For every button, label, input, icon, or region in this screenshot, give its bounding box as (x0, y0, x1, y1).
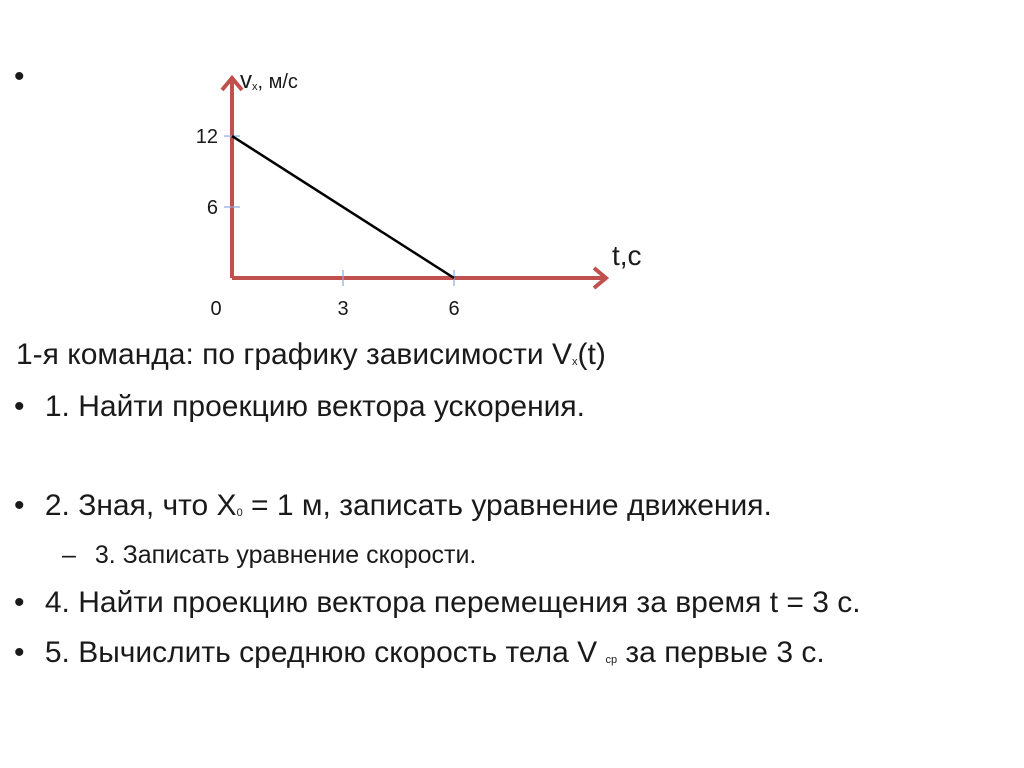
list-item-4-text: 4. Найти проекцию вектора перемещения за время t = 3 с. (44, 586, 861, 619)
list-item-2-bullet: • (14, 489, 25, 522)
list-item-2-text-after: = 1 м, записать уравнение движения. (242, 489, 772, 522)
task-heading (16, 338, 606, 372)
y-tick-label: 12 (195, 126, 218, 149)
list-item-5-bullet: • (14, 636, 25, 669)
list-item-4 (14, 586, 861, 620)
list-item-3-text: 3. Записать уравнение скорости. (94, 541, 477, 569)
list-item-4-bullet: • (14, 586, 25, 619)
list-item-3 (62, 541, 476, 570)
list-item-2 (14, 489, 772, 523)
list-item-2-text: 2. Зная, что X (44, 489, 237, 522)
list-item-2-sub: 0 (236, 507, 243, 519)
heading-text-after: (t) (577, 338, 606, 371)
y-axis-label: vx, м/с (240, 67, 298, 94)
x-tick-label: 0 (210, 298, 222, 320)
list-item-5-text: 5. Вычислить среднюю скорость тела V (44, 636, 606, 669)
list-item-5-text-after: за первые 3 с. (617, 636, 825, 669)
list-item-5 (14, 636, 825, 670)
x-tick-label: 6 (448, 298, 460, 320)
series-line (232, 136, 454, 278)
list-item-1 (14, 390, 585, 424)
list-item-1-bullet: • (14, 390, 25, 423)
list-item-1-text: 1. Найти проекцию вектора ускорения. (44, 390, 585, 423)
top-bullet: • (14, 60, 25, 93)
heading-text: 1-я команда: по графику зависимости V (16, 338, 572, 371)
list-item-3-bullet: – (62, 541, 76, 569)
x-axis-label: t,c (612, 240, 642, 271)
list-item-5-sub: ср (605, 654, 618, 666)
velocity-chart (0, 0, 1024, 340)
y-tick-label: 6 (206, 197, 218, 220)
heading-sub: x (572, 356, 578, 368)
x-tick-label: 3 (337, 298, 349, 320)
